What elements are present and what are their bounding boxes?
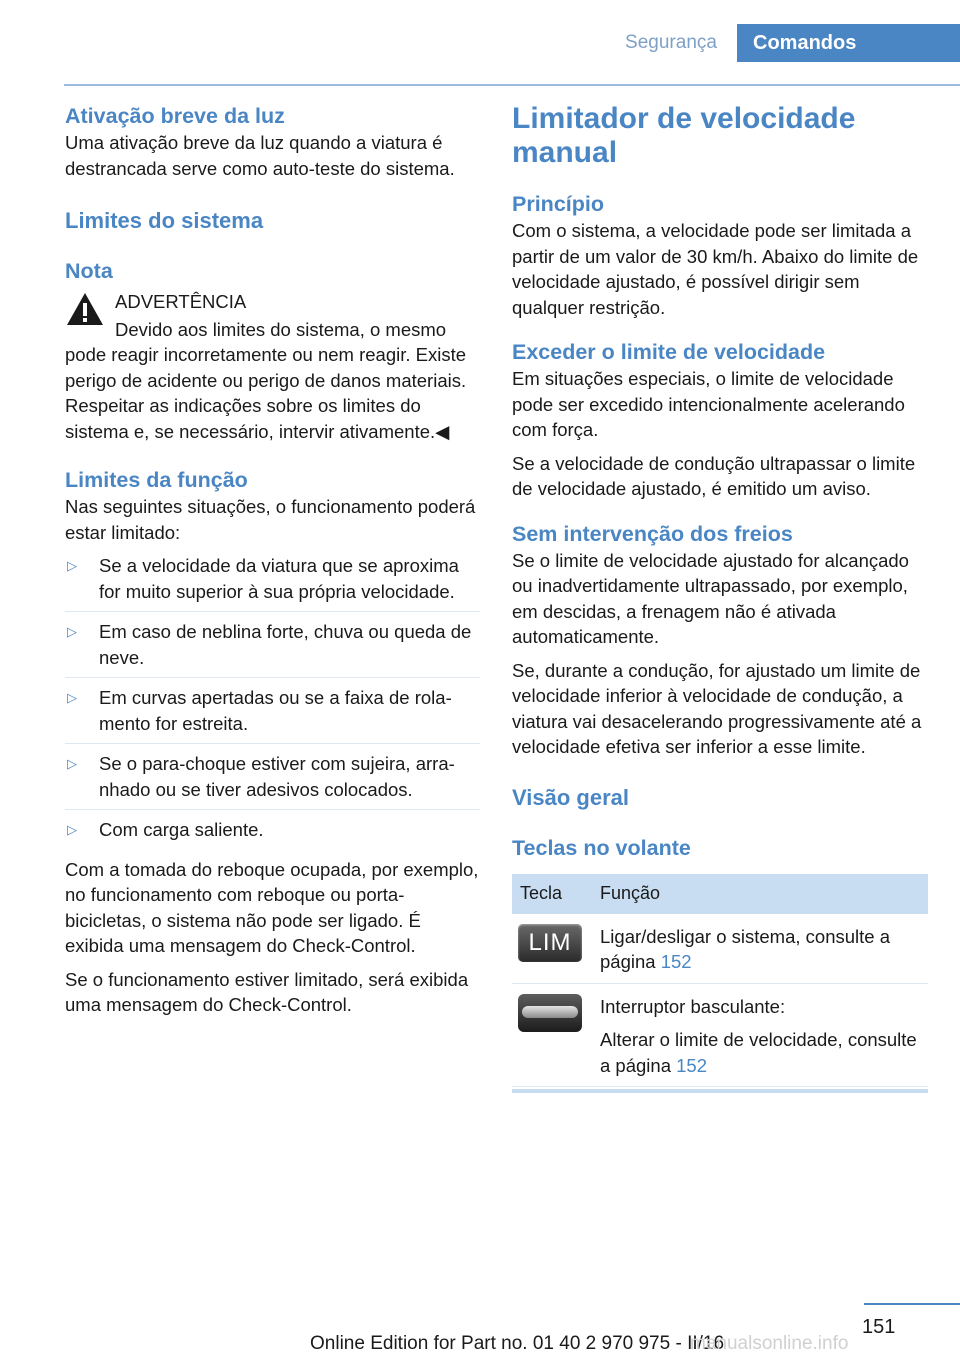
keys-table xyxy=(512,874,928,1088)
page-header xyxy=(0,24,960,62)
section-tab-comandos[interactable]: Comandos xyxy=(737,24,960,62)
heading-nota: Nota xyxy=(65,259,113,283)
warning-block xyxy=(65,289,480,444)
header-divider xyxy=(64,84,960,86)
warning-text: Devido aos limites do sistema, o mesmo pode reagir incorretamente ou nem reagir. Existe perigo de acidente ou perigo de danos materiais. Respeitar as indicações sobre os limites do sistema e, se necessário, intervir ativamente.◀ xyxy=(65,318,467,442)
list-item-text: Com carga saliente. xyxy=(99,819,264,840)
para-sem-freios-2: Se, durante a condução, for ajustado um limite de velocidade inferior à velocidade de condução, a viatura vai desacelerando progressivamente até a velocidade efetiva ser inferior a esse limite. xyxy=(512,659,922,757)
triangle-bullet-icon: ▷ xyxy=(67,822,77,837)
list-item xyxy=(65,553,480,612)
heading-limites-sistema: Limites do sistema xyxy=(65,208,264,233)
col-header-funcao: Função xyxy=(592,874,928,914)
section-tab-seguranca[interactable]: Segurança xyxy=(625,32,717,53)
lim-button-icon: LIM xyxy=(518,924,582,962)
left-column xyxy=(65,102,480,1026)
key-cell xyxy=(512,914,592,984)
triangle-bullet-icon: ▷ xyxy=(67,756,77,771)
table-row xyxy=(512,983,928,1087)
edition-text: Online Edition for Part no. 01 40 2 970 975 - II/16 xyxy=(310,1333,725,1354)
footer-divider xyxy=(864,1303,960,1305)
watermark-text: manualsonline.info xyxy=(690,1333,849,1354)
heading-limitador: Limitador de velocidade manual xyxy=(512,102,856,169)
limits-list xyxy=(65,553,480,850)
function-text: Interruptor basculante: xyxy=(600,995,786,1017)
list-item xyxy=(65,751,480,810)
para-exceder-1: Em situações especiais, o limite de velocidade pode ser excedido intencionalmente acelerando com força. xyxy=(512,368,905,440)
heading-exceder: Exceder o limite de velocidade xyxy=(512,340,826,364)
function-text: Alterar o limite de velocidade, consulte a página xyxy=(600,1029,917,1076)
table-row xyxy=(512,914,928,984)
function-text: Ligar/desligar o sistema, consulte a página xyxy=(600,925,890,972)
list-item xyxy=(65,619,480,678)
warning-title: ADVERTÊNCIA xyxy=(115,291,247,312)
right-column xyxy=(512,102,928,1093)
triangle-bullet-icon: ▷ xyxy=(67,690,77,705)
key-cell xyxy=(512,983,592,1087)
function-cell xyxy=(592,914,928,984)
list-item-text: Se o para-choque estiver com sujeira, arranhado ou se tiver adesivos colocados. xyxy=(99,753,455,800)
rocker-switch-icon xyxy=(518,994,582,1032)
list-item xyxy=(65,685,480,744)
warning-triangle-icon xyxy=(65,291,105,327)
heading-visao-geral: Visão geral xyxy=(512,784,629,810)
heading-ativacao: Ativação breve da luz xyxy=(65,104,285,128)
table-bottom-rule xyxy=(512,1089,928,1093)
para-ativacao: Uma ativação breve da luz quando a viatura é destrancada serve como auto-teste do sistema. xyxy=(65,132,455,179)
para-exceder-2: Se a velocidade de condução ultrapassar o limite de velocidade ajustado, é emitido um aviso. xyxy=(512,452,916,499)
page-link[interactable]: 152 xyxy=(676,1054,707,1076)
para-funcionamento-limitado: Se o funcionamento estiver limitado, será exibida uma mensagem do Check-Control. xyxy=(65,968,469,1015)
list-item xyxy=(65,817,480,850)
triangle-bullet-icon: ▷ xyxy=(67,624,77,639)
heading-sem-freios: Sem intervenção dos freios xyxy=(512,521,793,546)
para-limites-funcao: Nas seguintes situações, o funcionamento poderá estar limitado: xyxy=(65,496,476,543)
para-sem-freios-1: Se o limite de velocidade ajustado for alcançado ou inadvertidamente ultrapassado, por exemplo, em descidas, a frenagem não é ativada automaticamente. xyxy=(512,549,909,647)
page-link[interactable]: 152 xyxy=(660,951,692,972)
list-item-text: Em caso de neblina forte, chuva ou queda de neve. xyxy=(99,621,472,668)
list-item-text: Em curvas apertadas ou se a faixa de rolamento for estreita. xyxy=(99,687,452,734)
function-cell xyxy=(592,983,928,1087)
heading-limites-funcao: Limites da função xyxy=(65,468,248,492)
para-principio: Com o sistema, a velocidade pode ser limitada a partir de um valor de 30 km/h. Abaixo do limite de velocidade ajustado, é possível dirigir sem qualquer restrição. xyxy=(512,220,919,318)
table-header-row xyxy=(512,874,928,914)
list-item-text: Se a velocidade da viatura que se aproxima for muito superior à sua própria velocidade. xyxy=(99,555,459,602)
col-header-tecla: Tecla xyxy=(512,874,592,914)
triangle-bullet-icon: ▷ xyxy=(67,558,77,573)
heading-principio: Princípio xyxy=(512,192,604,216)
heading-teclas: Teclas no volante xyxy=(512,835,691,860)
page-number: 151 xyxy=(862,1316,896,1338)
para-tomada-reboque: Com a tomada do reboque ocupada, por exemplo, no funcionamento com reboque ou porta-bicicletas, o sistema não pode ser ligado. É exibida uma mensagem do Check-Control. xyxy=(65,858,479,956)
